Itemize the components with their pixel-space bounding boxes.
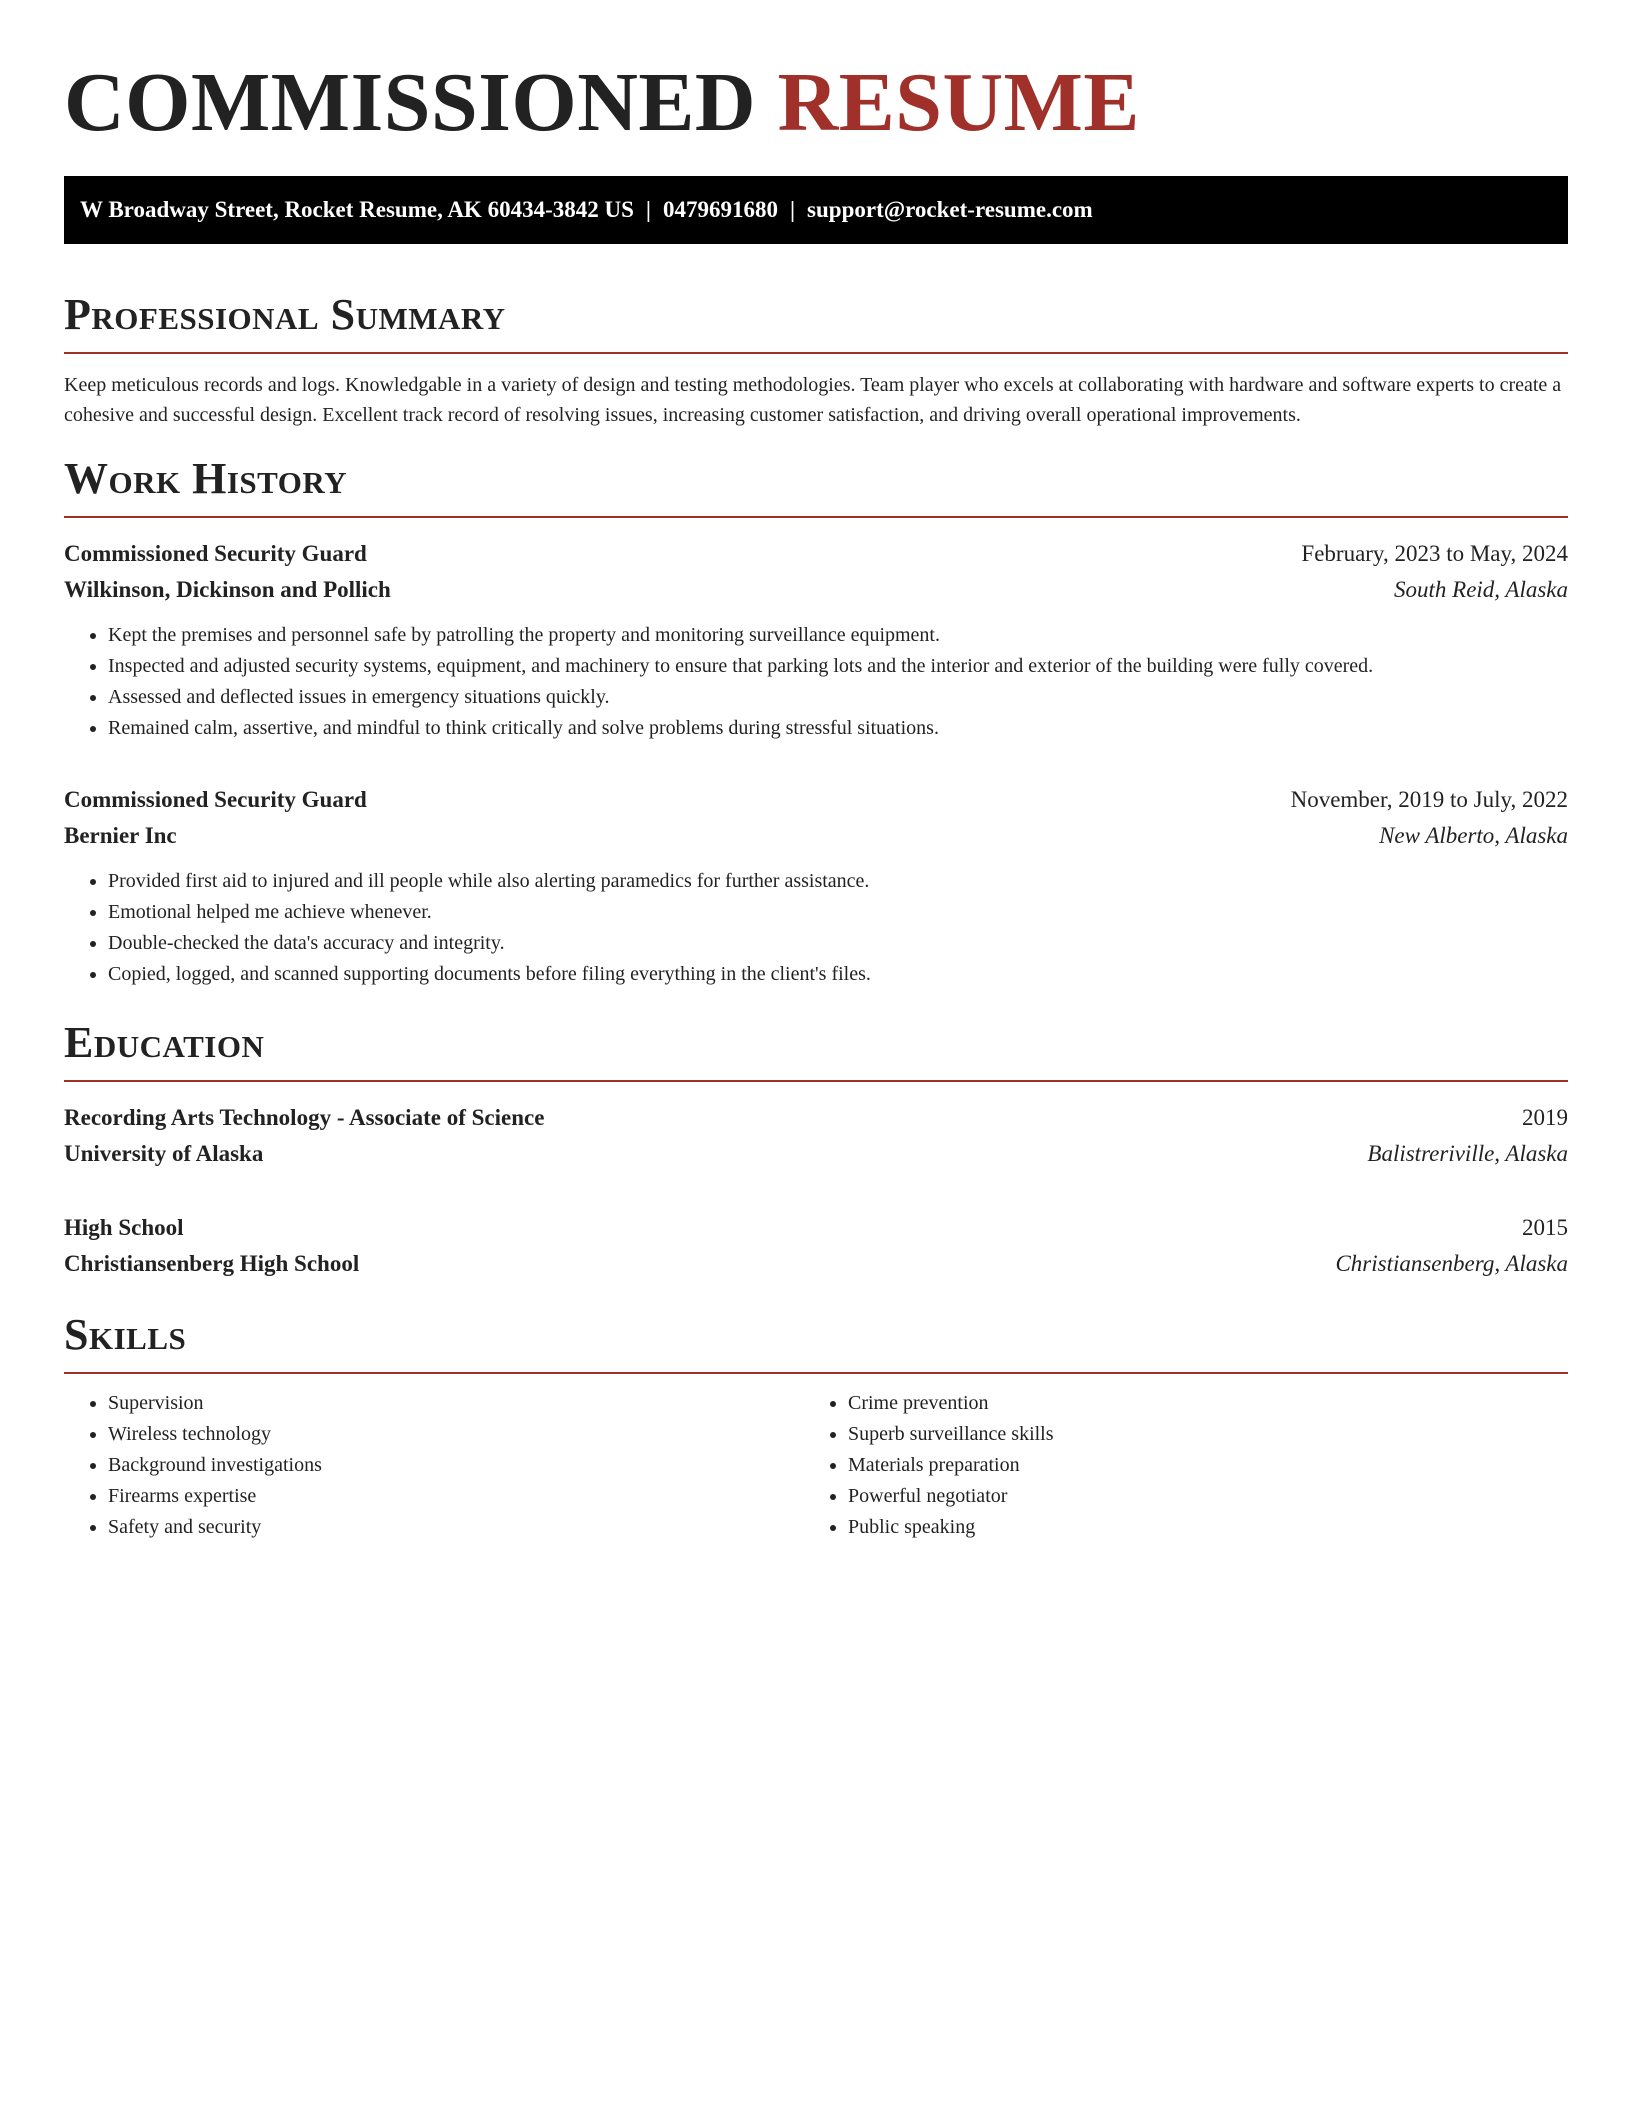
job-title-row [64, 782, 1568, 818]
list-item: • Emotional helped me achieve whenever. [108, 897, 1568, 928]
job-dates: February, 2023 to May, 2024 [1301, 541, 1568, 566]
name-first: COMMISSIONED [64, 56, 757, 149]
job-location: New Alberto, Alaska [1379, 823, 1568, 848]
skill-item: • Public speaking [848, 1512, 1544, 1543]
education-entry [64, 1100, 1568, 1172]
school-row [64, 1246, 1568, 1282]
degree-row [64, 1210, 1568, 1246]
work-entry [64, 536, 1568, 744]
skills-grid [64, 1388, 1568, 1543]
job-title: Commissioned Security Guard [64, 787, 367, 812]
degree-name: High School [64, 1215, 184, 1240]
skill-item: • Crime prevention [848, 1388, 1544, 1419]
job-location: South Reid, Alaska [1394, 577, 1568, 602]
list-item: • Kept the premises and personnel safe by patrolling the property and monitoring surveillance equipment. [108, 620, 1568, 651]
resume-content [64, 0, 1568, 1543]
name-last: RESUME [777, 56, 1140, 149]
list-item: • Double-checked the data's accuracy and integrity. [108, 928, 1568, 959]
contact-bar [64, 176, 1568, 244]
school-name: Christiansenberg High School [64, 1251, 360, 1276]
list-item: • Remained calm, assertive, and mindful to think critically and solve problems during stressful situations. [108, 713, 1568, 744]
job-company-row [64, 572, 1568, 608]
job-dates: November, 2019 to July, 2022 [1290, 787, 1568, 812]
work-history-heading: Work History [64, 452, 1568, 518]
contact-phone: 0479691680 [662, 197, 778, 222]
summary-heading: Professional Summary [64, 288, 1568, 354]
school-location: Christiansenberg, Alaska [1335, 1251, 1568, 1276]
skills-column-right [804, 1388, 1544, 1543]
skill-item: • Supervision [108, 1388, 804, 1419]
job-bullets [64, 866, 1568, 990]
skill-item: • Safety and security [108, 1512, 804, 1543]
job-title-row [64, 536, 1568, 572]
skill-item: • Firearms expertise [108, 1481, 804, 1512]
summary-text: Keep meticulous records and logs. Knowledgable in a variety of design and testing methodologies. Team player who excels at collaborating with hardware and software experts to create a cohesive and successful design. Excellent track record of resolving issues, increasing customer satisfaction, and driving overall operational improvements. [64, 374, 1562, 426]
skill-item: • Powerful negotiator [848, 1481, 1544, 1512]
degree-year: 2019 [1522, 1105, 1568, 1130]
resume-name [64, 0, 1568, 150]
degree-name: Recording Arts Technology - Associate of Science [64, 1105, 545, 1130]
job-company: Wilkinson, Dickinson and Pollich [64, 577, 391, 602]
contact-separator: | [789, 197, 796, 222]
education-entry [64, 1210, 1568, 1282]
degree-year: 2015 [1522, 1215, 1568, 1240]
job-company-row [64, 818, 1568, 854]
skill-item: • Background investigations [108, 1450, 804, 1481]
skills-list [804, 1388, 1544, 1543]
school-location: Balistreriville, Alaska [1367, 1141, 1568, 1166]
contact-address: W Broadway Street, Rocket Resume, AK 60434-3842 US [80, 197, 634, 222]
work-entry [64, 782, 1568, 990]
school-row [64, 1136, 1568, 1172]
skill-item: • Wireless technology [108, 1419, 804, 1450]
skill-item: • Superb surveillance skills [848, 1419, 1544, 1450]
list-item: • Assessed and deflected issues in emergency situations quickly. [108, 682, 1568, 713]
list-item: • Inspected and adjusted security systems, equipment, and machinery to ensure that parking lots and the interior and exterior of the building were fully covered. [108, 651, 1568, 682]
job-company: Bernier Inc [64, 823, 177, 848]
contact-email: support@rocket-resume.com [807, 197, 1093, 222]
skills-column-left [64, 1388, 804, 1543]
job-title: Commissioned Security Guard [64, 541, 367, 566]
job-bullets [64, 620, 1568, 744]
skill-item: • Materials preparation [848, 1450, 1544, 1481]
degree-row [64, 1100, 1568, 1136]
list-item: • Provided first aid to injured and ill people while also alerting paramedics for further assistance. [108, 866, 1568, 897]
contact-separator: | [645, 197, 651, 222]
school-name: University of Alaska [64, 1141, 264, 1166]
skills-heading: Skills [64, 1308, 1568, 1374]
list-item: • Copied, logged, and scanned supporting documents before filing everything in the client's files. [108, 959, 1568, 990]
skills-list [64, 1388, 804, 1543]
education-heading: Education [64, 1016, 1568, 1082]
